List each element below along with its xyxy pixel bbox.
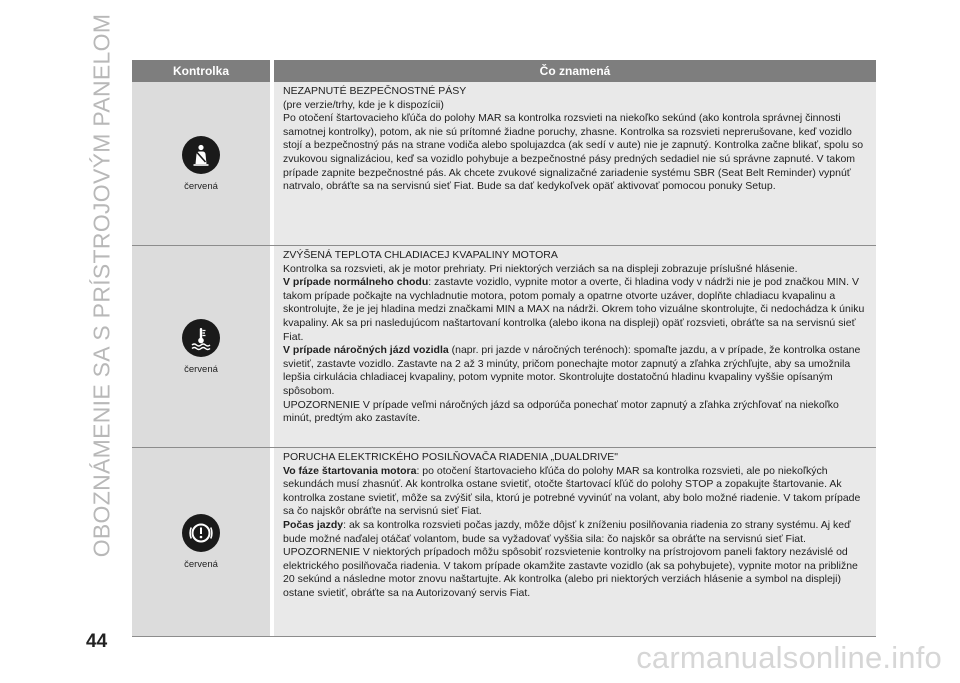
row-text: (pre verzie/trhy, kde je k dispozícii) <box>283 98 444 111</box>
row-title: NEZAPNUTÉ BEZPEČNOSTNÉ PÁSY <box>283 85 467 97</box>
warning-lights-table <box>132 60 876 637</box>
lamp-cell <box>132 82 270 245</box>
row-text: UPOZORNENIE V niektorých prípadoch môžu spôsobiť rozsvietenie kontrolky na prístrojovom paneli faktory nezávislé od elektrického posilňovača riadenia. V takom prípade okamžite zastavte vozidlo (ak sa pohybujete), vypnite motor na približne 20 sekúnd a následne motor znovu naštartujte. Ak kontrolka (alebo pri niektorých verziách hlásenie a symbol na displeji) ostane svietiť, obráťte sa na Autorizovaný servis Fiat. <box>283 546 858 599</box>
table-row <box>132 448 876 637</box>
row-title: PORUCHA ELEKTRICKÉHO POSILŇOVAČA RIADENIA „DUALDRIVE" <box>283 451 618 463</box>
coolant-temperature-icon <box>182 319 220 357</box>
seatbelt-icon <box>182 136 220 174</box>
row-text: Kontrolka sa rozsvieti, ak je motor prehriaty. Pri niektorých verziách sa na displeji zobrazuje príslušné hlásenie. <box>283 262 798 275</box>
table-header <box>132 60 876 82</box>
row-title: ZVÝŠENÁ TEPLOTA CHLADIACEJ KVAPALINY MOTORA <box>283 249 558 261</box>
lamp-cell <box>132 448 270 636</box>
table-row <box>132 82 876 246</box>
meaning-cell <box>270 82 876 245</box>
section-side-title: OBOZNÁMENIE SA S PRÍSTROJOVÝM PANELOM <box>88 13 115 557</box>
row-text: V prípade normálneho chodu: zastavte vozidlo, vypnite motor a overte, či hladina vody v nádrži nie je pod značkou MIN. V takom prípade počkajte na vychladnutie motora, potom pomaly a opatrne otvorte uzáver, doplňte chladiacu kvapalinu a skontrolujte, že je jej hladina medzi značkami MIN a MAX na nádrži. Okrem toho vizuálne skontrolujte, či nedochádza k úniku kvapaliny. Ak sa pri nasledujúcom naštartovaní kontrolka (alebo ikona na displeji) opäť rozsvieti, obráťte sa na servisnú sieť Fiat. <box>283 276 865 343</box>
lamp-color-label: červená <box>184 559 218 570</box>
row-text: Po otočení štartovacieho kľúča do polohy MAR sa kontrolka rozsvieti na niekoľko sekúnd (ako kontrola správnej činnosti samotnej kontrolky), potom, ak nie sú prítomné žiadne poruchy, zhasne. Kontrolka sa rozsvieti neprerušovane, keď vozidlo stojí a bezpečnostný pás na strane vodiča alebo spolujazdca (ak sedí v aute) nie je zapnutý. Kontrolka začne blikať, spolu so zvukovou signalizáciou, keď sa vozidlo pohybuje a bezpečnostné pásy predných sedadiel nie sú správne zapnuté. V takom prípade zapnite bezpečnostné pás. Ak chcete zvukové signalizačné zariadenie systému SBR (Seat Belt Reminder) vypnúť natrvalo, obráťte sa na servisnú sieť Fiat. Bude sa dať kedykoľvek opäť aktivovať pomocou ponuky Setup. <box>283 112 864 193</box>
lamp-cell <box>132 246 270 447</box>
lamp-color-label: červená <box>184 363 218 375</box>
row-text: UPOZORNENIE V prípade veľmi náročných jázd sa odporúča ponechať motor zapnutý a zľahka zrýchľovať na niekoľko minút, predtým ako zastavíte. <box>283 398 839 425</box>
page-number: 44 <box>86 631 108 652</box>
row-text: Počas jazdy: ak sa kontrolka rozsvieti počas jazdy, môže dôjsť k zníženiu posilňovania riadenia zo strany systému. Aj keď bude možné naďalej otáčať volantom, bude sa vyžadovať vyššia sila: čo najskôr sa obráťte na servisnú sieť Fiat. <box>283 518 851 545</box>
lamp-color-label: červená <box>184 180 218 192</box>
table-row <box>132 246 876 448</box>
header-kontrolka: Kontrolka <box>172 64 229 78</box>
row-text: Vo fáze štartovania motora: po otočení štartovacieho kľúča do polohy MAR sa kontrolka rozsvieti, ale po niekoľkých sekundách musí zhasnúť. Ak kontrolka ostane svietiť, otočte štartovací kľúč do polohy STOP a zopakujte štartovanie. Ak kontrolka zostane svietiť, môže sa zvýšiť sila, ktorú je potrebné vyvinúť na volant, aby bolo možné riadenie. V takom prípade sa čo najskôr obráťte na servisnú sieť Fiat. <box>283 464 861 518</box>
row-text: V prípade náročných jázd vozidla (napr. pri jazde v náročných terénoch): spomaľte jazdu, a v prípade, že kontrolka ostane svietiť, zastavte vozidlo. Zastavte na 2 až 3 minúty, pričom ponechajte motor zapnutý a zľahka zrýchľujte, aby sa umožnila lepšia cirkulácia chladiacej kvapaliny, potom vypnite motor. Skontrolujte dostatočnú hladinu kvapaliny vyššie opísaným spôsobom. <box>283 344 861 397</box>
steering-warning-icon <box>182 514 220 552</box>
watermark: carmanualsonline.info <box>636 640 942 675</box>
meaning-cell <box>270 448 876 636</box>
header-co-znamena: Čo znamená <box>270 60 876 82</box>
meaning-cell <box>270 246 876 447</box>
